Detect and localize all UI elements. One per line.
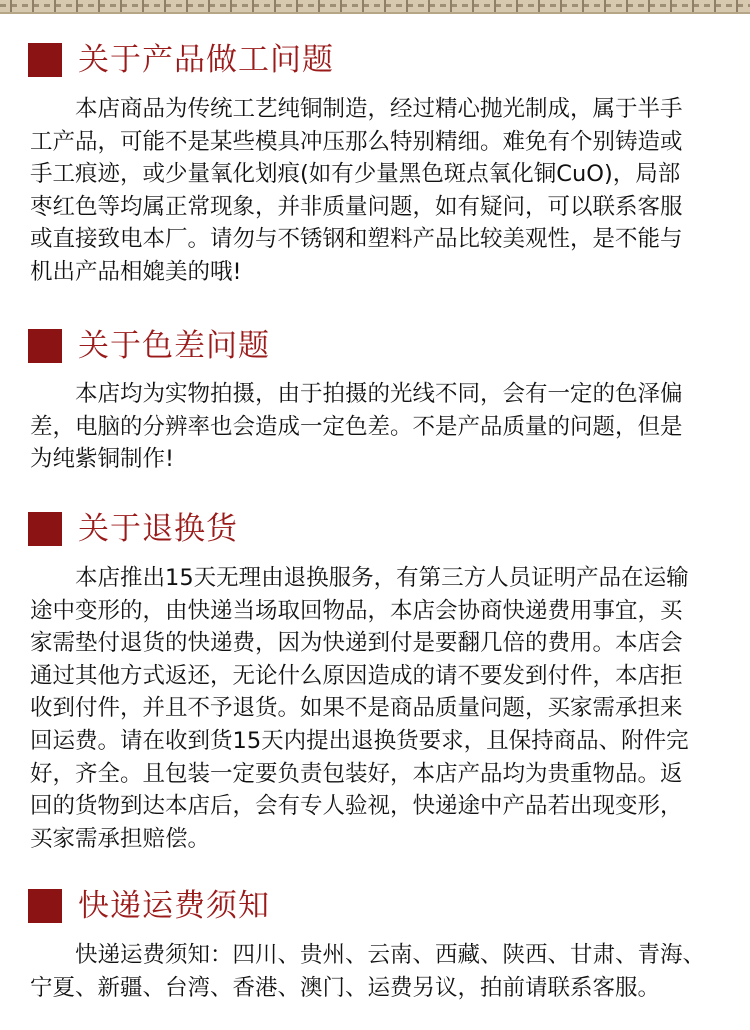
body-line: 工产品，可能不是某些模具冲压那么特别精细。难免有个别铸造或 [30,128,683,155]
section-marker-icon [28,329,62,363]
section-marker-icon [28,889,62,923]
body-line: 宁夏、新疆、台湾、香港、澳门、运费另议，拍前请联系客服。 [30,974,661,1001]
body-line: 回运费。请在收到货15天内提出退换货要求，且保持商品、附件完 [30,727,689,754]
body-line: 手工痕迹，或少量氧化划痕(如有少量黑色斑点氧化铜CuO)，局部 [30,161,681,188]
section-body-shipping [30,939,730,1004]
section-title: 关于产品做工问题 [78,42,334,78]
body-line: 本店商品为传统工艺纯铜制造，经过精心抛光制成，属于半手 [30,96,683,122]
section-marker-icon [28,43,62,77]
section-body-workmanship [30,93,730,289]
body-line: 买家需承担赔偿。 [30,825,211,852]
body-line: 收到付件，并且不予退货。如果不是商品质量问题，买家需承担来 [30,695,683,722]
body-line: 差，电脑的分辨率也会造成一定色差。不是产品质量的问题，但是 [30,413,683,440]
section-body-color-difference [30,378,730,476]
section-header-color-difference [28,326,270,366]
body-line: 为纯紫铜制作! [30,446,175,473]
body-line: 本店推出15天无理由退换服务，有第三方人员证明产品在运输 [30,565,689,591]
body-line: 通过其他方式返还，无论什么原因造成的请不要发到付件，本店拒 [30,662,683,689]
body-line: 回的货物到达本店后，会有专人验视，快递途中产品若出现变形， [30,793,683,820]
body-line: 途中变形的，由快递当场取回物品，本店会协商快递费用事宜，买 [30,597,683,624]
section-header-shipping [28,886,270,926]
body-line: 本店均为实物拍摄，由于拍摄的光线不同，会有一定的色泽偏 [30,381,683,407]
body-line: 好，齐全。且包装一定要负责包装好，本店产品均为贵重物品。返 [30,760,683,787]
section-header-workmanship [28,40,334,80]
decorative-top-border [0,0,750,14]
section-title: 快递运费须知 [78,888,270,924]
body-line: 机出产品相媲美的哦! [30,258,242,285]
section-marker-icon [28,512,62,546]
section-header-returns [28,509,238,549]
section-title: 关于退换货 [78,511,238,547]
body-line: 快递运费须知：四川、贵州、云南、西藏、陕西、甘肃、青海、 [30,942,706,968]
section-title: 关于色差问题 [78,328,270,364]
body-line: 或直接致电本厂。请勿与不锈钢和塑料产品比较美观性，是不能与 [30,226,683,253]
body-line: 家需垫付退货的快递费，因为快递到付是要翻几倍的费用。本店会 [30,630,683,657]
body-line: 枣红色等均属正常现象，并非质量问题，如有疑问，可以联系客服 [30,193,683,220]
section-body-returns [30,562,730,855]
